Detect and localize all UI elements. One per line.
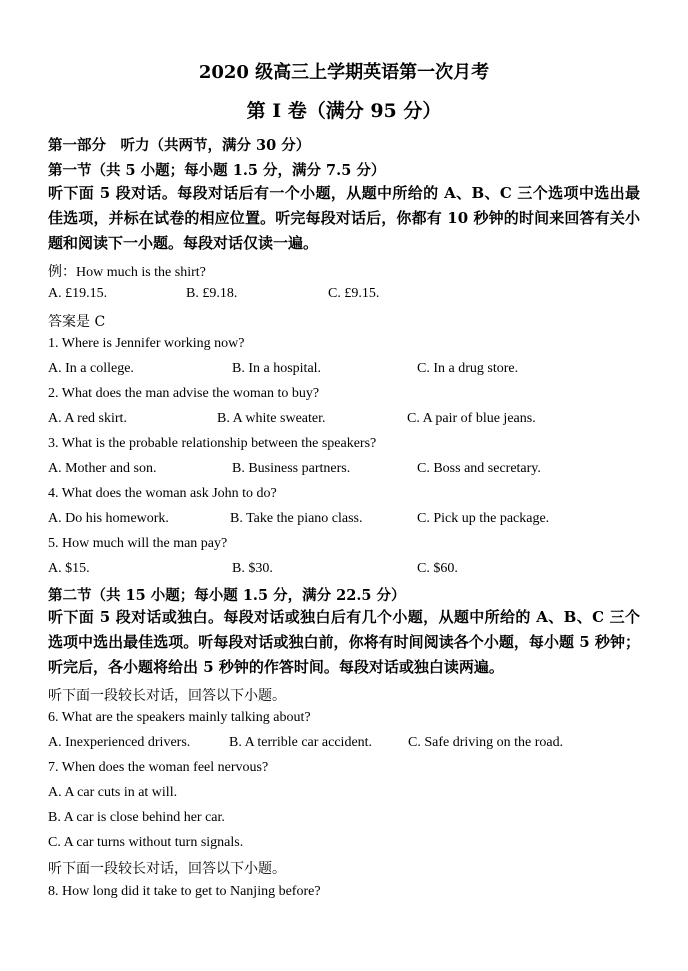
- question-4: 4. What does the woman ask John to do?: [48, 486, 277, 501]
- question-3-option-c: C. Boss and secretary.: [417, 461, 541, 476]
- question-6: 6. What are the speakers mainly talking about?: [48, 710, 311, 725]
- question-6-option-b: B. A terrible car accident.: [229, 735, 373, 750]
- question-2-option-c: C. A pair of blue jeans.: [407, 411, 536, 426]
- question-7-option-a: A. A car cuts in at will.: [48, 785, 178, 800]
- exam-title: 2020 级高三上学期英语第一次月考: [198, 62, 490, 83]
- example-option-c: C. £9.15.: [328, 286, 380, 301]
- exam-subtitle: 第 I 卷（满分 95 分）: [246, 100, 442, 122]
- question-1-option-b: B. In a hospital.: [232, 361, 322, 376]
- question-8: 8. How long did it take to get to Nanjing before?: [48, 884, 321, 899]
- section2-instructions: 听下面 5 段对话或独白。每段对话或独白后有几个小题，从题中所给的 A、B、C 三个选项中选出最佳选项。听每段对话或独白前，你将有时间阅读各个小题，每小题 5 秒钟；听完后，各小题将给出 5 秒钟的作答时间。每段对话或独白读两遍。: [48, 608, 640, 676]
- question-1: 1. Where is Jennifer working now?: [48, 336, 245, 351]
- question-5-option-a: A. $15.: [48, 561, 90, 576]
- example-question-line: [48, 261, 206, 281]
- question-2-option-a: A. A red skirt.: [48, 411, 127, 426]
- section2-prompt-1: 听下面一段较长对话，回答以下小题。: [48, 688, 286, 704]
- question-4-option-a: A. Do his homework.: [48, 511, 169, 526]
- question-5-option-c: C. $60.: [417, 561, 458, 576]
- question-5: 5. How much will the man pay?: [48, 536, 228, 551]
- part1-heading: 第一部分 听力（共两节，满分 30 分）: [48, 137, 311, 154]
- section2-prompt-2: 听下面一段较长对话，回答以下小题。: [48, 861, 286, 877]
- question-2-option-b: B. A white sweater.: [217, 411, 326, 426]
- section1-instructions: 听下面 5 段对话。每段对话后有一个小题，从题中所给的 A、B、C 三个选项中选出最佳选项，并标在试卷的相应位置。听完每段对话后，你都有 10 秒钟的时间来回答有关小题和阅读下一小题。每段对话仅读一遍。: [48, 184, 640, 252]
- question-4-option-b: B. Take the piano class.: [230, 511, 363, 526]
- question-7-option-b: B. A car is close behind her car.: [48, 810, 225, 825]
- question-5-option-b: B. $30.: [232, 561, 273, 576]
- section2-heading: 第二节（共 15 小题；每小题 1.5 分，满分 22.5 分）: [48, 587, 406, 604]
- question-1-option-c: C. In a drug store.: [417, 361, 519, 376]
- question-3-option-b: B. Business partners.: [232, 461, 351, 476]
- section1-heading: 第一节（共 5 小题；每小题 1.5 分，满分 7.5 分）: [48, 162, 386, 179]
- question-6-option-c: C. Safe driving on the road.: [408, 735, 564, 750]
- question-4-option-c: C. Pick up the package.: [417, 511, 550, 526]
- example-answer: 答案是 C: [48, 314, 106, 330]
- example-option-b: B. £9.18.: [186, 286, 238, 301]
- example-option-a: A. £19.15.: [48, 286, 108, 301]
- question-7: 7. When does the woman feel nervous?: [48, 760, 269, 775]
- question-7-option-c: C. A car turns without turn signals.: [48, 835, 244, 850]
- example-question: How much is the shirt?: [76, 265, 206, 280]
- question-1-option-a: A. In a college.: [48, 361, 134, 376]
- question-3-option-a: A. Mother and son.: [48, 461, 157, 476]
- example-prefix: 例：: [48, 264, 76, 280]
- question-6-option-a: A. Inexperienced drivers.: [48, 735, 191, 750]
- question-3: 3. What is the probable relationship between the speakers?: [48, 436, 377, 451]
- question-2: 2. What does the man advise the woman to buy?: [48, 386, 320, 401]
